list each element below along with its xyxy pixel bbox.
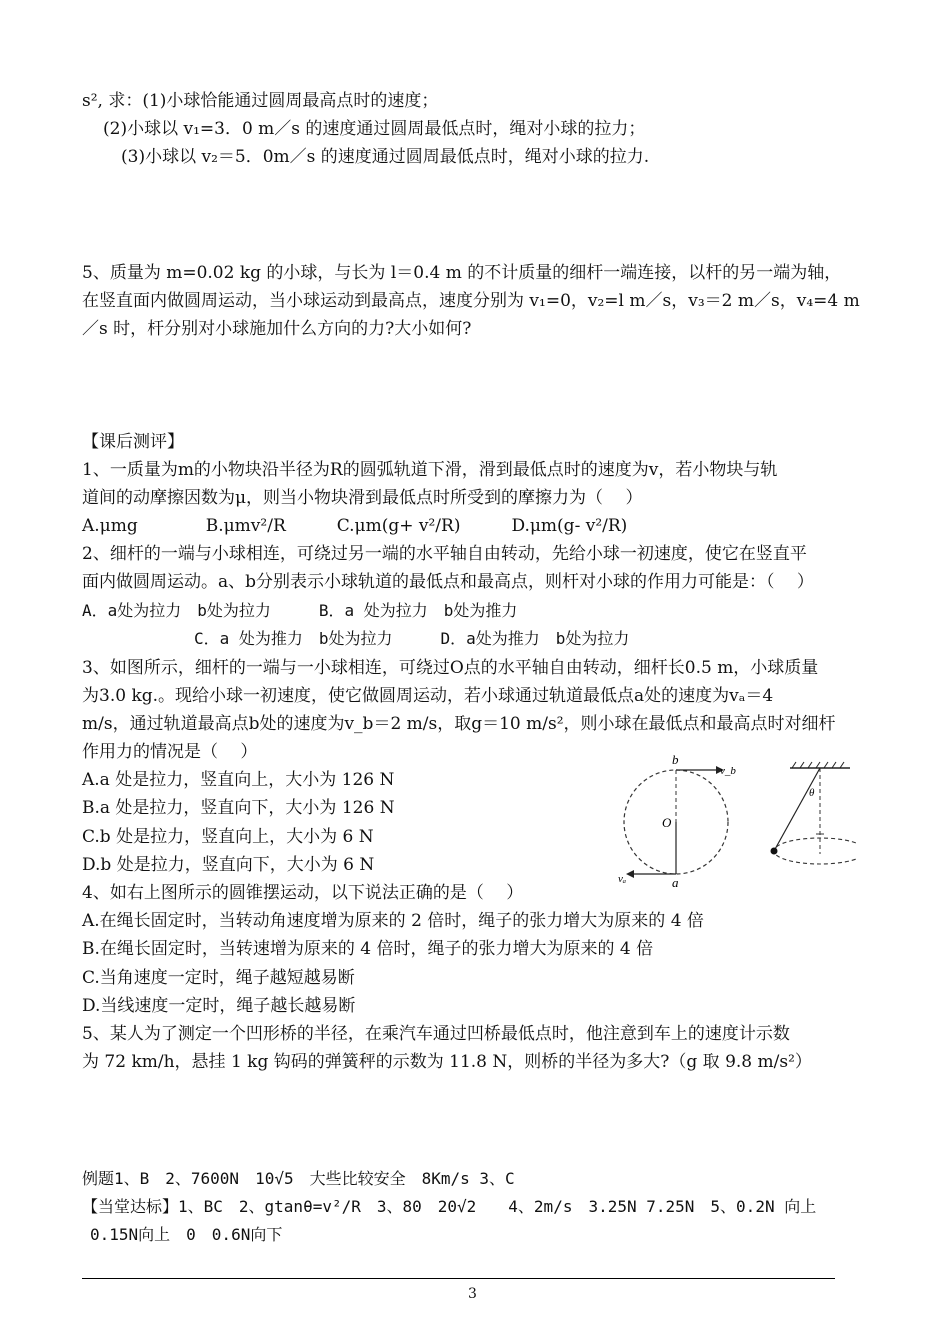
label-vb: v_b — [720, 765, 736, 777]
text-line: 1、一质量为m的小物块沿半径为R的圆弧轨道下滑，滑到最低点时的速度为v，若小物块与轨 — [82, 460, 778, 480]
text-line: 为3.0 kg.。现给小球一初速度，使它做圆周运动，若小球通过轨道最低点a处的速度为vₐ＝4 — [82, 686, 774, 706]
label-o: O — [662, 815, 672, 830]
label-a: a — [672, 875, 679, 890]
text-line: B.在绳长固定时，当转速增为原来的 4 倍时，绳子的张力增大为原来的 4 倍 — [82, 939, 654, 959]
text-line: 2、细杆的一端与小球相连，可绕过另一端的水平轴自由转动，先给小球一初速度，使它在竖直平 — [82, 544, 807, 564]
text-line: 例题1、B 2、7600N 10√5 大些比较安全 8Km/s 3、C — [82, 1169, 515, 1188]
text-line: 3、如图所示，细杆的一端与一小球相连，可绕过O点的水平轴自由转动，细杆长0.5 m，小球质量 — [82, 658, 819, 678]
text-line: C.b 处是拉力，竖直向上，大小为 6 N — [82, 827, 374, 847]
text-line: 5、某人为了测定一个凹形桥的半径，在乘汽车通过凹桥最低点时，他注意到车上的速度计示数 — [82, 1024, 790, 1044]
label-theta: θ — [809, 787, 815, 799]
text-line: A．a处为拉力 b处为拉力 B．a 处为拉力 b处为推力 — [82, 601, 518, 620]
footer-rule — [82, 1278, 835, 1279]
label-va: vₐ — [618, 873, 627, 885]
text-line: 在竖直面内做圆周运动，当小球运动到最高点，速度分别为 v₁=0，v₂=l m／s，v₃＝2 m／s，v₄=4 m — [82, 291, 860, 311]
text-line: 为 72 km/h，悬挂 1 kg 钩码的弹簧秤的示数为 11.8 N，则桥的半径为多大?（g 取 9.8 m/s²） — [82, 1052, 812, 1072]
text-line: A.a 处是拉力，竖直向上，大小为 126 N — [82, 770, 395, 790]
ceiling-hatch — [792, 762, 844, 768]
text-line: 【当堂达标】1、BC 2、gtanθ=v²/R 3、80 20√2 4、2m/s 3.25N 7.25N 5、0.2N 向上 — [82, 1197, 817, 1216]
text-line: D.当线速度一定时，绳子越长越易断 — [82, 996, 356, 1016]
text-line: ／s 时，杆分别对小球施加什么方向的力?大小如何? — [82, 319, 472, 339]
text-line: 0.15N向上 0 0.6N向下 — [90, 1225, 283, 1244]
text-line: C．a 处为推力 b处为拉力 D．a处为推力 b处为拉力 — [194, 629, 630, 648]
pendulum-bob — [771, 848, 778, 855]
orbit-ellipse — [774, 838, 856, 864]
text-line: 作用力的情况是（ ） — [82, 742, 258, 762]
text-line: B.a 处是拉力，竖直向下，大小为 126 N — [82, 798, 395, 818]
circular-motion-figure — [616, 752, 856, 892]
va-arrowhead — [626, 870, 634, 878]
label-b: b — [672, 752, 679, 767]
text-line: m/s，通过轨道最高点b处的速度为v_b＝2 m/s，取g＝10 m/s²，则小球在最低点和最高点时对细杆 — [82, 714, 836, 734]
text-line: (2)小球以 v₁=3．0 m／s 的速度通过圆周最低点时，绳对小球的拉力； — [103, 119, 646, 139]
text-line: A.在绳长固定时，当转动角速度增为原来的 2 倍时，绳子的张力增大为原来的 4 倍 — [82, 911, 704, 931]
text-line: 【课后测评】 — [82, 432, 184, 452]
page-number: 3 — [468, 1286, 477, 1302]
text-line: 道间的动摩擦因数为μ，则当小物块滑到最低点时所受到的摩擦力为（ ） — [82, 488, 643, 508]
text-line: 面内做圆周运动。a、b分别表示小球轨道的最低点和最高点，则杆对小球的作用力可能是：（ ） — [82, 572, 814, 592]
text-line: s², 求：(1)小球恰能通过圆周最高点时的速度； — [82, 91, 439, 111]
text-line: C.当角速度一定时，绳子越短越易断 — [82, 968, 355, 988]
text-line: 5、质量为 m=0.02 kg 的小球，与长为 l＝0.4 m 的不计质量的细杆一端连接，以杆的另一端为轴， — [82, 263, 842, 283]
text-line: 4、如右上图所示的圆锥摆运动，以下说法正确的是（ ） — [82, 883, 524, 903]
text-line: A.μmg B.μmv²/R C.μm(g+ v²/R) D.μm(g- v²/R) — [82, 516, 628, 536]
text-line: D.b 处是拉力，竖直向下，大小为 6 N — [82, 855, 375, 875]
text-line: (3)小球以 v₂＝5．0m／s 的速度通过圆周最低点时，绳对小球的拉力. — [121, 147, 650, 167]
